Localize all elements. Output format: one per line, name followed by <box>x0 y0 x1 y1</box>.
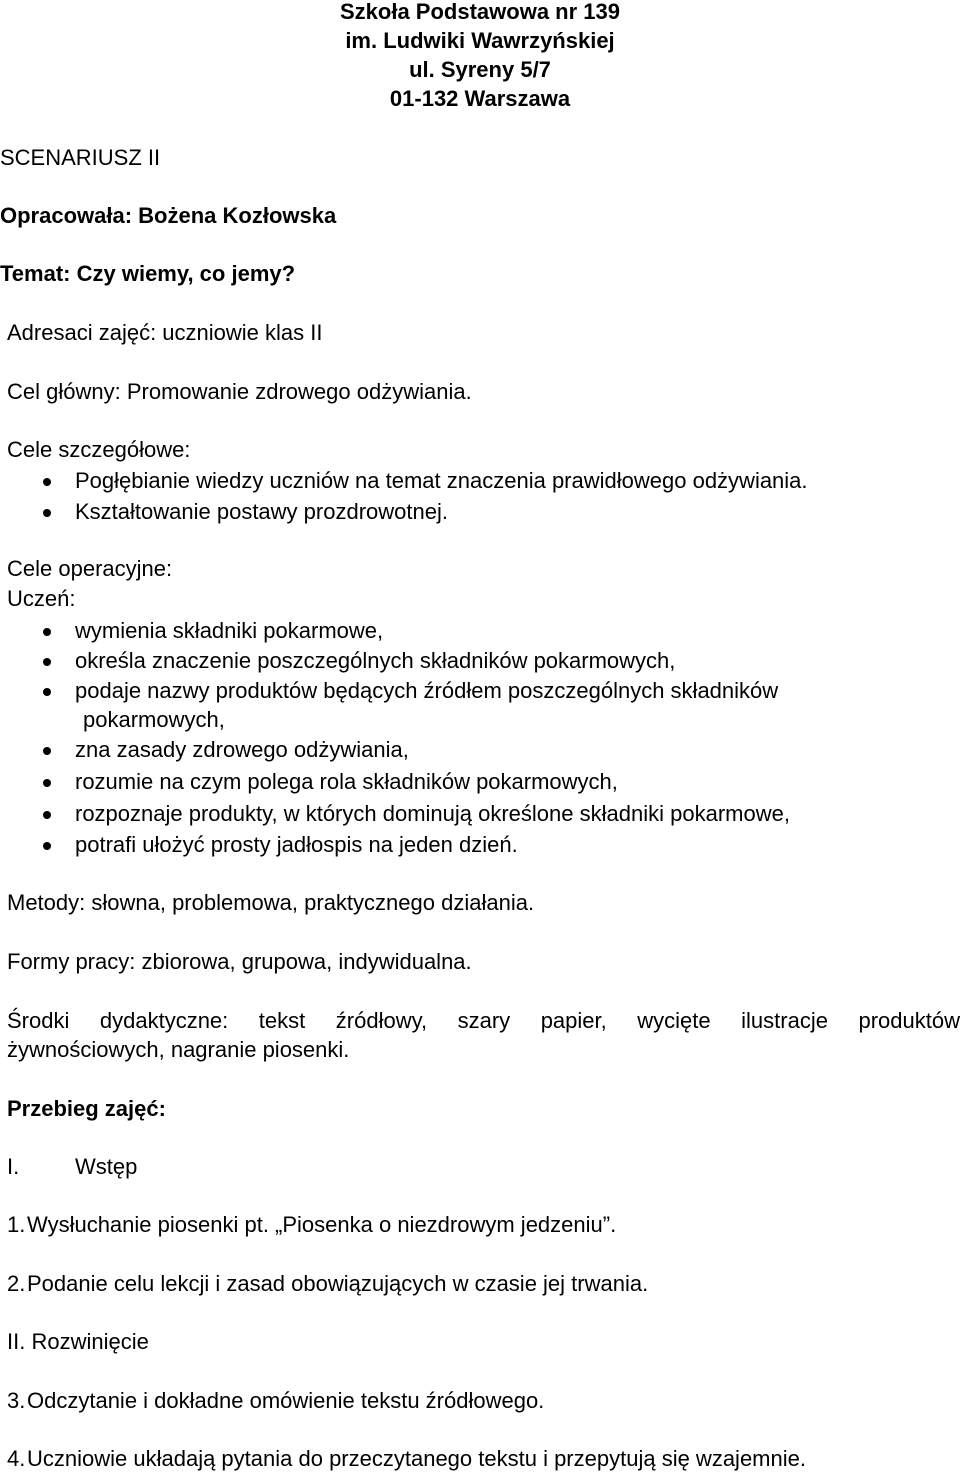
step-row <box>7 1271 648 1297</box>
author-line: Opracowała: Bożena Kozłowska <box>0 203 337 228</box>
forms-line: Formy pracy: zbiorowa, grupowa, indywidualna. <box>7 949 472 974</box>
list-item: Kształtowanie postawy prozdrowotnej. <box>75 499 448 524</box>
step-text: Podanie celu lekcji i zasad obowiązujących w czasie jej trwania. <box>27 1271 649 1296</box>
operational-goals-heading: Cele operacyjne: <box>7 556 173 581</box>
section-intro-label: Wstęp <box>75 1154 138 1179</box>
step-number: 2. <box>7 1271 26 1296</box>
bullet-icon <box>43 688 51 696</box>
bullet-icon <box>43 628 51 636</box>
step-row <box>7 1446 806 1472</box>
step-number: 3. <box>7 1388 26 1413</box>
list-item: wymienia składniki pokarmowe, <box>75 618 384 643</box>
list-item: podaje nazwy produktów będących źródłem poszczególnych składników <box>75 678 779 703</box>
step-text: Uczniowie układają pytania do przeczytanego tekstu i przepytują się wzajemnie. <box>27 1446 806 1471</box>
operational-goals-subheading: Uczeń: <box>7 586 76 611</box>
bullet-icon <box>43 811 51 819</box>
step-text: Wysłuchanie piosenki pt. „Piosenka o niezdrowym jedzeniu”. <box>27 1212 617 1237</box>
step-row <box>7 1388 544 1414</box>
means-line-2: żywnościowych, nagranie piosenki. <box>7 1037 350 1062</box>
list-item: Pogłębianie wiedzy uczniów na temat znaczenia prawidłowego odżywiania. <box>75 468 808 493</box>
school-city: 01-132 Warszawa <box>389 86 571 111</box>
list-item: rozumie na czym polega rola składników pokarmowych, <box>75 769 618 794</box>
bullet-icon <box>43 842 51 850</box>
list-item-continuation: pokarmowych, <box>83 707 225 732</box>
list-item: zna zasady zdrowego odżywiania, <box>75 737 409 762</box>
school-street: ul. Syreny 5/7 <box>409 57 551 82</box>
step-number: 4. <box>7 1446 26 1471</box>
step-number: 1. <box>7 1212 26 1237</box>
list-item: określa znaczenie poszczególnych składników pokarmowych, <box>75 648 676 673</box>
school-patron: im. Ludwiki Wawrzyńskiej <box>345 28 615 53</box>
topic-line: Temat: Czy wiemy, co jemy? <box>0 261 296 286</box>
section-intro-num: I. <box>7 1154 20 1179</box>
section-development: II. Rozwinięcie <box>7 1329 149 1354</box>
main-goal-line: Cel główny: Promowanie zdrowego odżywiania. <box>7 379 472 404</box>
course-heading: Przebieg zajęć: <box>7 1096 166 1121</box>
scenario-title: SCENARIUSZ II <box>0 145 161 170</box>
methods-line: Metody: słowna, problemowa, praktycznego działania. <box>7 890 535 915</box>
step-text: Odczytanie i dokładne omówienie tekstu źródłowego. <box>27 1388 545 1413</box>
means-line-1: Środki dydaktyczne: tekst źródłowy, szary papier, wycięte ilustracje produktów <box>7 1008 960 1033</box>
audience-line: Adresaci zajęć: uczniowie klas II <box>7 320 323 345</box>
step-row <box>7 1212 616 1238</box>
bullet-icon <box>43 747 51 755</box>
bullet-icon <box>43 658 51 666</box>
list-item: rozpoznaje produkty, w których dominują określone składniki pokarmowe, <box>75 801 790 826</box>
specific-goals-heading: Cele szczegółowe: <box>7 437 191 462</box>
bullet-icon <box>43 779 51 787</box>
school-name: Szkoła Podstawowa nr 139 <box>340 0 620 24</box>
bullet-icon <box>43 478 51 486</box>
list-item: potrafi ułożyć prosty jadłospis na jeden dzień. <box>75 832 518 857</box>
bullet-icon <box>43 509 51 517</box>
